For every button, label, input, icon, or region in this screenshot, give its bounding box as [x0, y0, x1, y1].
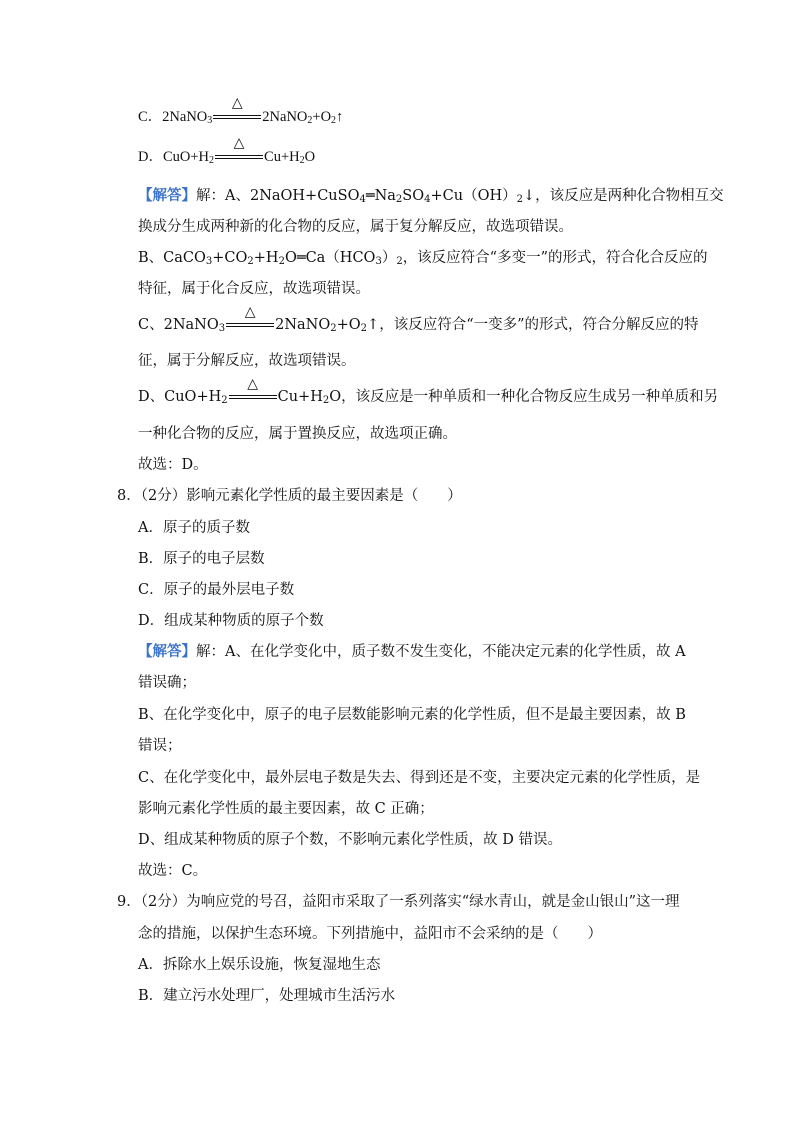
q7-answer-line-2: 换成分生成两种新的化合物的反应，属于复分解反应，故选项错误。 [138, 219, 573, 235]
q7-option-c [138, 96, 344, 127]
subscript: 3 [207, 115, 213, 126]
q7-option-d [138, 136, 316, 167]
option-prefix: C． [138, 109, 163, 125]
q8-option-a: A．原子的质子数 [138, 520, 250, 536]
subscript: 2 [209, 155, 215, 166]
answer-text: O，该反应是一种单质和一种化合物反应生成另一种单质和另 [329, 389, 719, 405]
q8-answer-line-5: C、在化学变化中，最外层电子数是失去、得到还是不变，主要决定元素的化学性质，是 [138, 770, 701, 786]
equation-text: 2NaNO [162, 109, 208, 125]
answer-tag: 【解答】 [138, 187, 196, 204]
q9-stem-line-2: 念的措施，以保护生态环境。下列措施中，益阳市不会采纳的是（ ） [138, 926, 602, 942]
q8-option-b: B．原子的电子层数 [138, 551, 265, 567]
q8-option-c: C．原子的最外层电子数 [138, 582, 295, 598]
subscript: 2 [331, 115, 337, 126]
answer-text: +CO [212, 250, 248, 266]
q8-answer-line-4: 错误； [138, 738, 182, 754]
answer-text: +Cu（OH） [430, 188, 517, 204]
q8-answer-line-3: B、在化学变化中，原子的电子层数能影响元素的化学性质，但不是最主要因素，故 B [138, 707, 686, 723]
q7-answer-line-7 [138, 376, 719, 407]
subscript: 2 [247, 256, 254, 267]
answer-text: C、2NaNO [138, 317, 219, 333]
answer-text: B、CaCO [138, 250, 206, 266]
q7-answer-line-1 [138, 186, 724, 206]
q8-answer-line-2: 错误确； [138, 675, 196, 691]
q8-answer-line-6: 影响元素化学性质的最主要因素，故 C 正确； [138, 801, 434, 817]
subscript: 2 [221, 395, 228, 406]
heat-symbol: △ [244, 304, 256, 320]
answer-text: 解：A、在化学变化中，质子数不发生变化，不能决定元素的化学性质，故 A [196, 644, 686, 660]
q7-answer-line-3 [138, 248, 708, 268]
subscript: 2 [330, 323, 337, 334]
answer-text: O═Ca（HCO [284, 250, 376, 266]
subscript: 3 [218, 323, 226, 334]
heat-arrow [225, 304, 275, 335]
q8-answer-line-1 [138, 642, 686, 662]
subscript: 3 [205, 256, 213, 267]
answer-text: ↓，该反应是两种化合物相互交 [522, 188, 724, 204]
subscript: 2 [516, 194, 523, 205]
equation-text: O [304, 149, 316, 165]
subscript: 2 [322, 395, 330, 406]
q8-stem: 8．（2分）影响元素化学性质的最主要因素是（ ） [117, 488, 462, 504]
answer-text: +H [253, 250, 279, 266]
q8-answer-final: 故选：C。 [138, 863, 208, 879]
heat-arrow [228, 376, 278, 407]
equation-text: 2NaNO [262, 109, 308, 125]
answer-text: Cu+H [277, 389, 323, 405]
heat-symbol: △ [247, 376, 259, 392]
q8-answer-line-7: D、组成某种物质的原子个数，不影响元素化学性质，故 D 错误。 [138, 832, 562, 848]
subscript: 2 [396, 256, 403, 267]
subscript: 4 [359, 194, 366, 205]
answer-text: +O [336, 317, 361, 333]
q7-answer-line-8: 一种化合物的反应，属于置换反应，故选项正确。 [138, 426, 457, 442]
q9-stem-line-1: 9．（2分）为响应党的号召，益阳市采取了一系列落实“绿水青山，就是金山银山”这一理 [117, 894, 680, 910]
heat-symbol: △ [233, 136, 245, 151]
subscript: 4 [424, 194, 431, 205]
heat-symbol: △ [231, 96, 243, 111]
subscript: 2 [395, 194, 403, 205]
q7-answer-line-4: 特征，属于化合反应，故选项错误。 [138, 281, 370, 297]
q7-answer-line-6: 征，属于分解反应，故选项错误。 [138, 353, 356, 369]
heat-arrow [214, 136, 264, 167]
answer-text: SO [402, 188, 425, 204]
subscript: 2 [278, 256, 285, 267]
gas-arrow: ↑ [336, 109, 344, 125]
answer-text: ） [381, 250, 397, 266]
subscript: 2 [307, 115, 313, 126]
option-prefix: D． [138, 149, 163, 165]
heat-arrow [212, 96, 262, 127]
answer-text: ↑，该反应符合“一变多”的形式，符合分解反应的特 [367, 317, 699, 333]
subscript: 2 [360, 323, 368, 334]
answer-text: 解：A、2NaOH+CuSO [196, 188, 360, 204]
equation-text: Cu+H [264, 149, 300, 165]
answer-text: 2NaNO [275, 317, 331, 333]
subscript: 3 [375, 256, 382, 267]
answer-text: ═Na [365, 188, 396, 204]
q9-option-a: A．拆除水上娱乐设施，恢复湿地生态 [138, 957, 381, 973]
answer-text: ，该反应符合“多变一”的形式，符合化合反应的 [402, 250, 708, 266]
answer-tag: 【解答】 [138, 643, 196, 660]
subscript: 2 [299, 155, 305, 166]
answer-text: D、CuO+H [138, 389, 222, 405]
q7-answer-line-5 [138, 304, 699, 335]
q7-answer-final: 故选：D。 [138, 457, 208, 473]
equation-text: +O [312, 109, 332, 125]
equation-text: CuO+H [162, 149, 210, 165]
q8-option-d: D．组成某种物质的原子个数 [138, 613, 324, 629]
q9-option-b: B．建立污水处理厂，处理城市生活污水 [138, 988, 396, 1004]
